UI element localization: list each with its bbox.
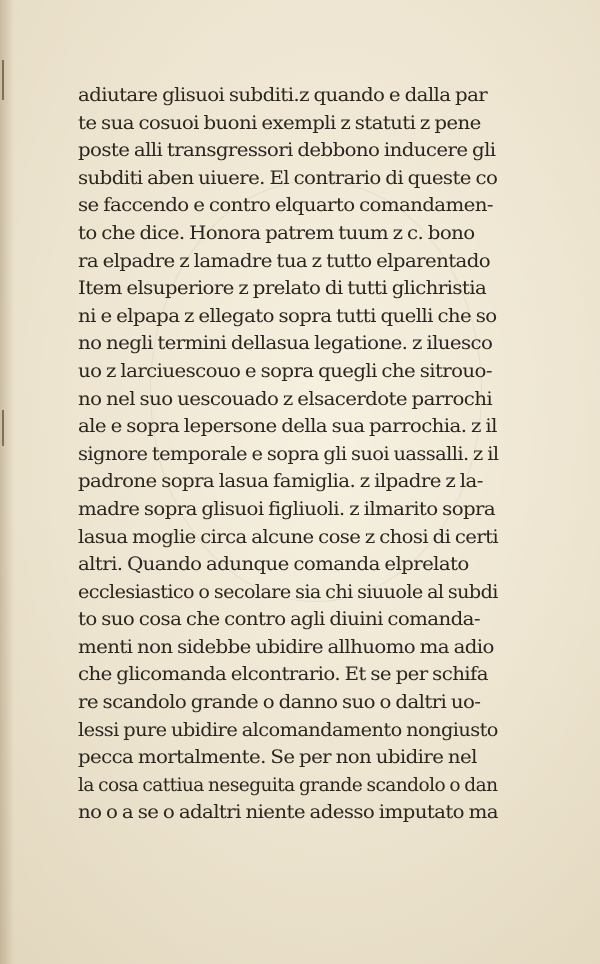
text-line: ra elpadre z lamadre tua z tutto elparentado bbox=[78, 250, 491, 272]
text-line: madre sopra glisuoi figliuoli. z ilmarito sopra bbox=[78, 498, 496, 520]
text-line: ecclesiastico o secolare sia chi siuuole al subdi bbox=[78, 581, 498, 603]
text-line: altri. Quando adunque comanda elprelato bbox=[78, 554, 469, 576]
text-line: poste alli transgressori debbono inducere gli bbox=[78, 140, 496, 162]
text-line: se faccendo e contro elquarto comandamen- bbox=[78, 195, 493, 217]
page-edge-mark bbox=[2, 410, 4, 446]
text-line: padrone sopra lasua famiglia. z ilpadre z la- bbox=[78, 471, 483, 493]
text-line: ni e elpapa z ellegato sopra tutti quelli che so bbox=[78, 305, 497, 327]
text-line: uo z larciuescouo e sopra quegli che sitrouo- bbox=[78, 360, 492, 382]
text-line: te sua cosuoi buoni exempli z statuti z pene bbox=[78, 112, 481, 134]
text-line: menti non sidebbe ubidire allhuomo ma adio bbox=[78, 636, 494, 658]
text-line: re scandolo grande o danno suo o daltri uo- bbox=[78, 692, 481, 714]
text-line: no negli termini dellasua legatione. z iluesco bbox=[78, 333, 493, 355]
text-line: subditi aben uiuere. El contrario di queste co bbox=[78, 167, 498, 189]
text-line: la cosa cattiua neseguita grande scandolo o dan bbox=[78, 774, 498, 796]
text-block bbox=[78, 82, 498, 827]
page-gutter-shadow bbox=[0, 0, 14, 964]
text-line: adiutare glisuoi subditi.z quando e dalla par bbox=[78, 85, 488, 106]
text-line: no nel suo uescouado z elsacerdote parrochi bbox=[78, 388, 493, 410]
text-line: ale e sopra lepersone della sua parrochia. z il bbox=[78, 416, 497, 438]
text-line: to che dice. Honora patrem tuum z c. bono bbox=[78, 222, 475, 244]
text-line: pecca mortalmente. Se per non ubidire nel bbox=[78, 747, 477, 769]
text-line: che glicomanda elcontrario. Et se per schifa bbox=[78, 664, 488, 686]
text-line: lessi pure ubidire alcomandamento nongiusto bbox=[78, 719, 498, 741]
text-line: Item elsuperiore z prelato di tutti glichristia bbox=[78, 278, 487, 300]
page-edge-mark bbox=[2, 60, 4, 100]
text-line: signore temporale e sopra gli suoi uassalli. z il bbox=[78, 443, 499, 465]
text-line: to suo cosa che contro agli diuini comanda- bbox=[78, 609, 480, 631]
text-line: no o a se o adaltri niente adesso imputato ma bbox=[78, 802, 498, 824]
text-line: lasua moglie circa alcune cose z chosi di certi bbox=[78, 526, 499, 548]
